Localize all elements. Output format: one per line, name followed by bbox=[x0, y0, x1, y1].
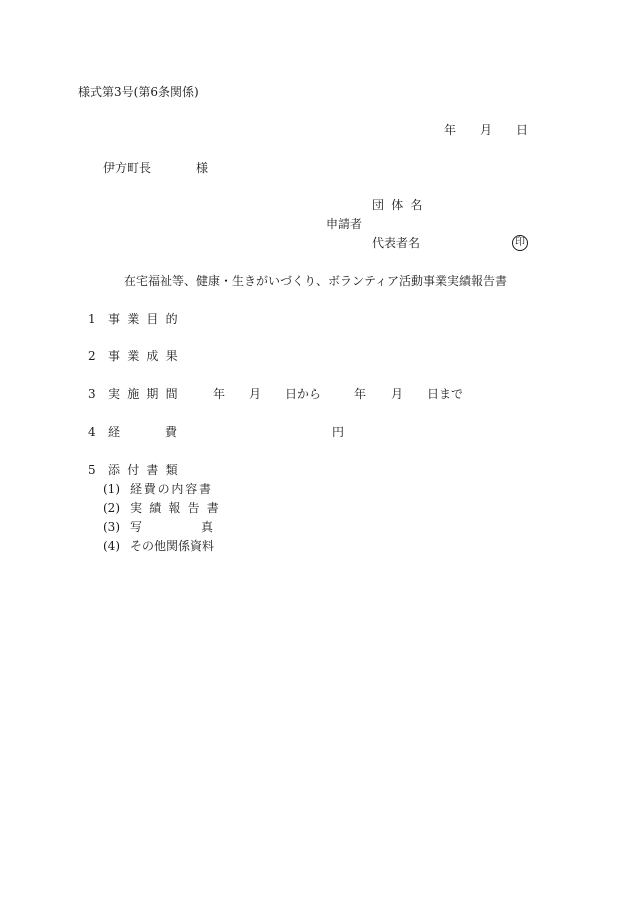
org-name-label: 団体名 bbox=[372, 198, 430, 212]
item-label-2: 費 bbox=[165, 425, 178, 439]
item-number: 2 bbox=[88, 349, 96, 363]
item-label: 事業目的 bbox=[108, 312, 185, 326]
period-start-day: 日から bbox=[285, 387, 322, 401]
period-end-month: 月 bbox=[391, 387, 404, 401]
seal-mark: 印 bbox=[512, 235, 528, 251]
addressee-name: 伊方町長 bbox=[103, 161, 152, 175]
date-day: 日 bbox=[516, 123, 529, 137]
form-id: 様式第3号(第6条関係) bbox=[78, 85, 199, 99]
attachment-number: (4) bbox=[103, 539, 120, 553]
attachment-text: 経費の内容書 bbox=[130, 482, 213, 496]
item-label: 事業成果 bbox=[108, 349, 185, 363]
item-label: 実施期間 bbox=[108, 387, 185, 401]
cost-unit: 円 bbox=[332, 425, 345, 439]
item-number: 4 bbox=[88, 425, 96, 439]
period-start-month: 月 bbox=[249, 387, 262, 401]
date-year: 年 bbox=[444, 123, 457, 137]
representative-name-label: 代表者名 bbox=[372, 236, 421, 250]
item-label: 経 bbox=[108, 425, 121, 439]
applicant-label: 申請者 bbox=[326, 217, 363, 231]
attachment-number: (1) bbox=[103, 482, 120, 496]
document-title: 在宅福祉等、健康・生きがいづくり、ボランティア活動事業実績報告書 bbox=[124, 274, 508, 288]
period-start-year: 年 bbox=[213, 387, 226, 401]
attachment-number: (2) bbox=[103, 501, 120, 515]
attachment-number: (3) bbox=[103, 520, 120, 534]
period-end-day: 日まで bbox=[427, 387, 464, 401]
item-label: 添付書類 bbox=[108, 463, 185, 477]
period-end-year: 年 bbox=[354, 387, 367, 401]
attachment-text: その他関係資料 bbox=[130, 539, 215, 553]
item-number: 5 bbox=[88, 463, 96, 477]
addressee-honorific: 様 bbox=[196, 161, 209, 175]
attachment-text-2: 真 bbox=[201, 520, 214, 534]
date-month: 月 bbox=[480, 123, 493, 137]
attachment-text: 実績報告書 bbox=[130, 501, 227, 515]
item-number: 1 bbox=[88, 312, 96, 326]
attachment-text: 写 bbox=[130, 520, 143, 534]
item-number: 3 bbox=[88, 387, 96, 401]
